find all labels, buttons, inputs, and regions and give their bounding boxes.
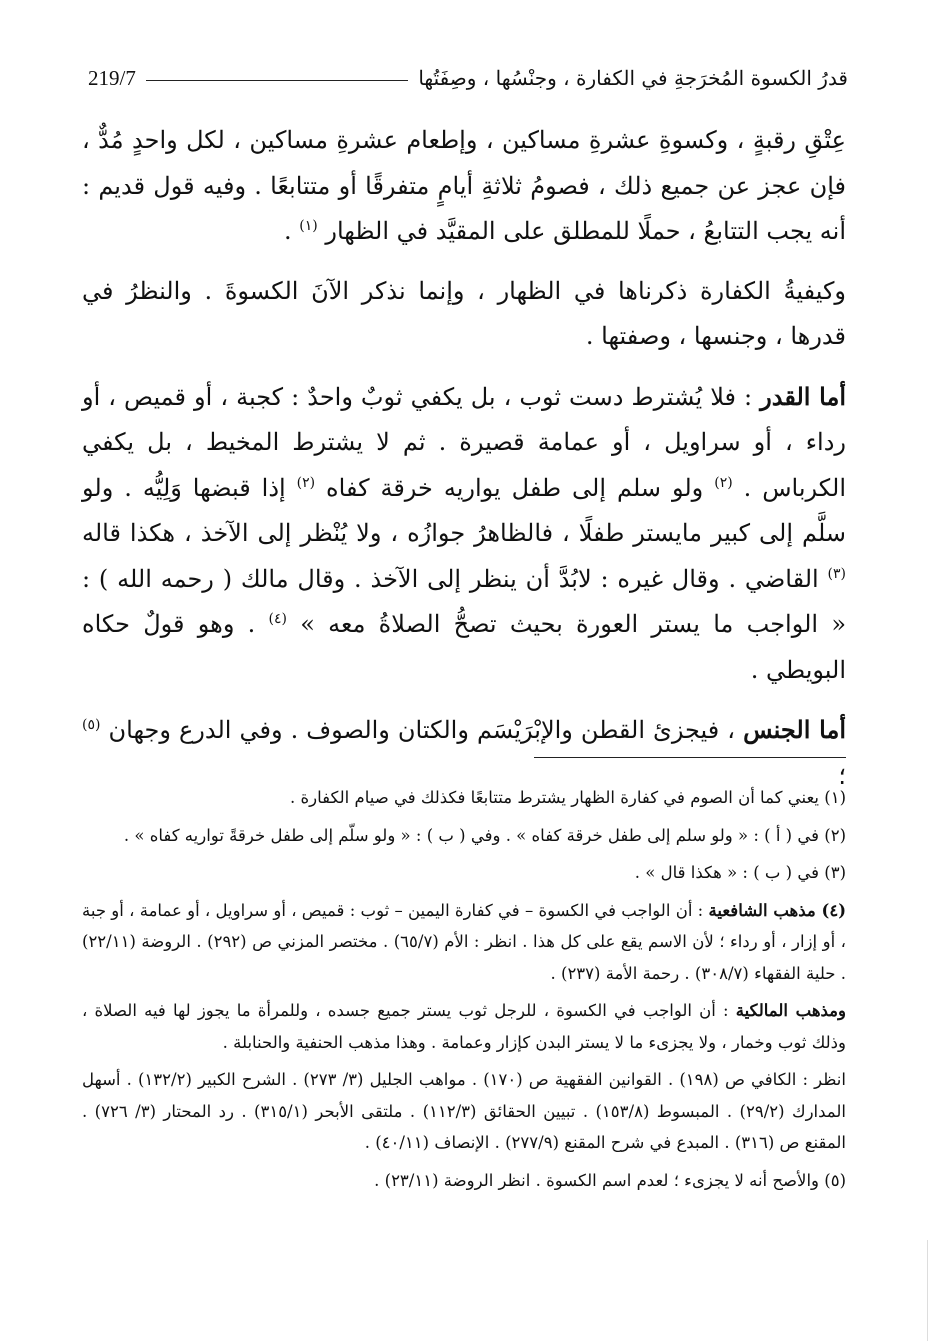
paragraph-text: : فلا يُشترط دست ثوب ، بل يكفي ثوبٌ واحدٌ : كجبة ، أو قميص ، أو رداء ، أو سراويل ، أو عمامة قصيرة . ثم لا يشترط المخيط ، بل يكفي الكرباس . xyxy=(82,382,847,502)
paragraph-text: ، فيجزئ القطن والإبْرَيْسَم والكتان والصوف . وفي الدرع وجهان xyxy=(100,716,744,744)
page-header xyxy=(88,58,848,98)
paragraph-text: . وهو قولٌ حكاه البويطي . xyxy=(82,610,846,684)
footnote-ref: (١) xyxy=(299,218,318,234)
paragraph-text: إذا قبضها وَلِيُّه . ولو سلَّم إلى كبير مايستر طفلًا ، فالظاهرُ جوازُه ، ولا يُنْظر إلى الآخذ ، هكذا قاله xyxy=(82,473,846,547)
paragraph-end: . xyxy=(284,217,300,245)
paragraph-1 xyxy=(82,118,846,255)
footnote-3: (٣) في ( ب ) : « هكذا قال » . xyxy=(634,863,846,882)
footnote-4-references: انظر : الكافي ص (١٩٨) . القوانين الفقهية ص (١٧٠) . مواهب الجليل (٣/ ٢٧٣) . الشرح الكبير (١٣٢/٢) . أسهل المدارك (٢٩/٢) . المبسوط (١٥٣/٨) . تبيين الحقائق (١١٢/٣) . ملتقى الأبحر (٣١٥/١) . رد المحتار (٣/ ٧٢٦) . المقنع ص (٣١٦) . المبدع في شرح المقنع (٢٧٧/٩) . الإنصاف (٤٠/١١) . xyxy=(82,1070,846,1152)
footnote-1: (١) يعني كما أن الصوم في كفارة الظهار يشترط متتابعًا فكذلك في صيام الكفارة . xyxy=(290,788,846,807)
section-lead-amount: أما القدر xyxy=(760,381,847,411)
footnote-5: (٥) والأصح أنه لا يجزىء ؛ لعدم اسم الكسوة . انظر الروضة (٢٣/١١) . xyxy=(374,1170,846,1190)
footnote-2: (٢) في ( أ ) : « ولو سلم إلى طفل خرقة كفاه » . وفي ( ب ) : « ولو سلّم إلى طفل خرقةً تواريه كفاه » . xyxy=(123,825,846,845)
paragraph-2 xyxy=(82,269,846,360)
footnote-lead-shafii: (٤) مذهب الشافعية xyxy=(708,900,846,920)
footnote-ref: (٢) xyxy=(296,474,316,491)
running-title: قدرُ الكسوة المُخرَجةِ في الكفارة ، وجنْسُها ، وصِفَتُها xyxy=(418,66,848,90)
scan-edge-mark xyxy=(899,1240,928,1341)
paragraph-text: عِتْقِ رقبةٍ ، وكسوةِ عشرةِ مساكين ، وإطعام عشرةِ مساكين ، لكل واحدٍ مُدٌّ ، فإن عجز عن جميع ذلك ، فصومُ ثلاثةِ أيامٍ متفرقًا أو متتابعًا . وفيه قول قديم : أنه يجب التتابعُ ، حملًا للمطلق على المقيَّد في الظهار xyxy=(82,126,846,245)
paragraph-text: وكيفيةُ الكفارة ذكرناها في الظهار ، وإنما نذكر الآنَ الكسوةَ . والنظرُ في قدرها ، وجنسها ، وصفتها . xyxy=(82,276,846,350)
footnote-ref: (٥) xyxy=(82,717,101,733)
main-text xyxy=(82,118,846,813)
footnote-ref: (٣) xyxy=(827,565,846,582)
paragraph-3 xyxy=(82,374,846,694)
footnote-ref: (٤) xyxy=(268,611,287,627)
paragraph-text: ولو سلم إلى طفل يواريه خرقة كفاه xyxy=(315,473,715,502)
footnotes xyxy=(82,782,846,1202)
footnote-lead-maliki: ومذهب المالكية xyxy=(735,1001,846,1020)
footnote-4 xyxy=(82,895,846,990)
paragraph-end: ؛ xyxy=(838,761,846,790)
section-lead-kind: أما الجنس xyxy=(743,715,846,744)
header-rule xyxy=(146,80,408,81)
footnote-4-maliki xyxy=(82,995,846,1058)
footnote-ref: (٢) xyxy=(714,474,733,491)
footnote-text: : أن الواجب في الكسوة ، للرجل ثوب يستر جميع جسده ، وللمرأة ما يجوز لها فيه الصلاة ، وذلك ثوب وخمار ، ولا يجزىء ما لا يستر البدن كإزار وعمامة . وهذا مذهب الحنفية والحنابلة . xyxy=(82,1001,846,1052)
footnote-text: : أن الواجب في الكسوة – في كفارة اليمين – ثوب : قميص ، أو سراويل ، أو عمامة ، أو جبة ، أو إزار ، أو رداء ؛ لأن الاسم يقع على كل هذا . انظر : الأم (٦٥/٧) . مختصر المزني ص (٢٩٢) . الروضة (٢٢/١١) . حلية الفقهاء (٣٠٨/٧) . رحمة الأمة (٢٣٧) . xyxy=(82,900,846,983)
page-number: 219/7 xyxy=(88,65,136,90)
paragraph-text: القاضي . وقال غيره : لابُدَّ أن ينظر إلى الآخذ . وقال مالك ( رحمه الله ) : « الواجب ما يستر العورة بحيث تصحُّ الصلاةُ معه » xyxy=(82,564,846,638)
footnote-separator xyxy=(534,757,846,758)
